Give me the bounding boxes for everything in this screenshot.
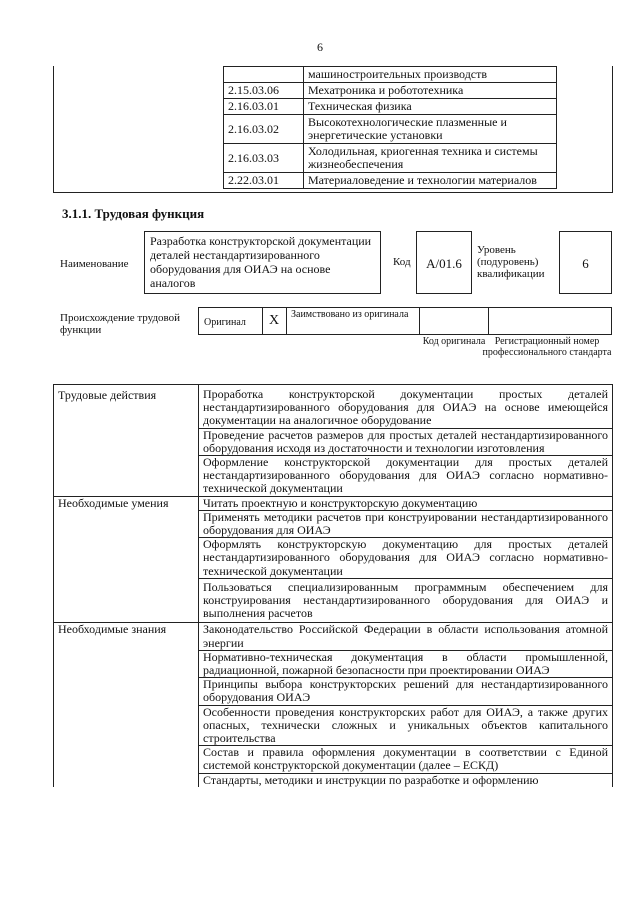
category-actions: Трудовые действия	[54, 385, 199, 429]
table-row: 2.16.03.02 Высокотехнологические плазменные и энергетические установки	[224, 115, 557, 144]
table-row: Трудовые действия Проработка конструкторской документации простых деталей нестандартизированного оборудования для ОИАЭ на основе имеющейся документации на аналогичное оборудование	[54, 385, 613, 429]
reg-caption: Регистрационный номер профессионального стандарта	[482, 336, 612, 358]
table-row: Стандарты, методики и инструкции по разработке и оформлению	[54, 773, 613, 787]
page-number: 6	[317, 40, 323, 54]
name-label: Наименование	[60, 258, 129, 270]
table-row: Состав и правила оформления документации в соответствии с Единой системой конструкторской документации (далее – ЕСКД)	[54, 746, 613, 773]
table-row: Необходимые умения Читать проектную и конструкторскую документацию	[54, 496, 613, 510]
origin-label: Происхождение трудовой функции	[60, 312, 181, 336]
table-right-border	[612, 66, 613, 193]
original-mark: X	[268, 313, 280, 328]
category-skills: Необходимые умения	[54, 496, 199, 510]
category-knowledge: Необходимые знания	[54, 623, 199, 650]
original-label: Оригинал	[204, 317, 246, 328]
table-row: Проведение расчетов размеров для простых деталей нестандартизированного оборудования исходя из достаточности и технологии изготовления	[54, 428, 613, 455]
level-label: Уровень (подуровень) квалификации	[477, 244, 545, 280]
table-row: Применять методики расчетов при конструировании нестандартизированного оборудования для ОИАЭ	[54, 510, 613, 537]
table-row: Оформлять конструкторскую документацию для простых деталей нестандартизированного оборудования для ОИАЭ согласно нормативно-технической документации	[54, 538, 613, 579]
table-row: Особенности проведения конструкторских работ для ОИАЭ, а также других опасных, технически сложных и уникальных объектов капитального строительства	[54, 705, 613, 746]
code-caption: Код оригинала	[422, 336, 486, 347]
table-row: 2.15.03.06 Мехатроника и робототехника	[224, 83, 557, 99]
qualification-level: 6	[559, 231, 612, 294]
table-left-border	[53, 66, 54, 193]
table-row: Пользоваться специализированным программным обеспечением для конструирования нестандартизированного оборудования для ОИАЭ и выполнения расчетов	[54, 578, 613, 623]
table-row: Оформление конструкторской документации для простых деталей нестандартизированного оборудования для ОИАЭ согласно нормативно-технической документации	[54, 456, 613, 497]
codes-table	[223, 66, 557, 189]
table-row: 2.16.03.01 Техническая физика	[224, 99, 557, 115]
table-bottom-border	[53, 192, 613, 193]
table-row: 2.16.03.03 Холодильная, криогенная техника и системы жизнеобеспечения	[224, 144, 557, 173]
table-row: Нормативно-техническая документация в области промышленной, радиационной, пожарной безопасности при проектировании ОИАЭ	[54, 650, 613, 677]
table-row: 2.22.03.01 Материаловедение и технологии материалов	[224, 173, 557, 189]
function-code: A/01.6	[416, 231, 472, 294]
section-title: 3.1.1. Трудовая функция	[62, 206, 205, 221]
function-name: Разработка конструкторской документации деталей нестандартизированного оборудования для ОИАЭ на основе аналогов	[144, 231, 381, 294]
table-row: Необходимые знания Законодательство Российской Федерации в области использования атомной энергии	[54, 623, 613, 650]
borrowed-label: Заимствовано из оригинала	[291, 309, 409, 320]
code-label: Код	[393, 256, 411, 268]
table-row: машиностроительных производств	[224, 67, 557, 83]
table-row: Принципы выбора конструкторских решений для нестандартизированного оборудования ОИАЭ	[54, 678, 613, 705]
function-table	[53, 384, 613, 787]
